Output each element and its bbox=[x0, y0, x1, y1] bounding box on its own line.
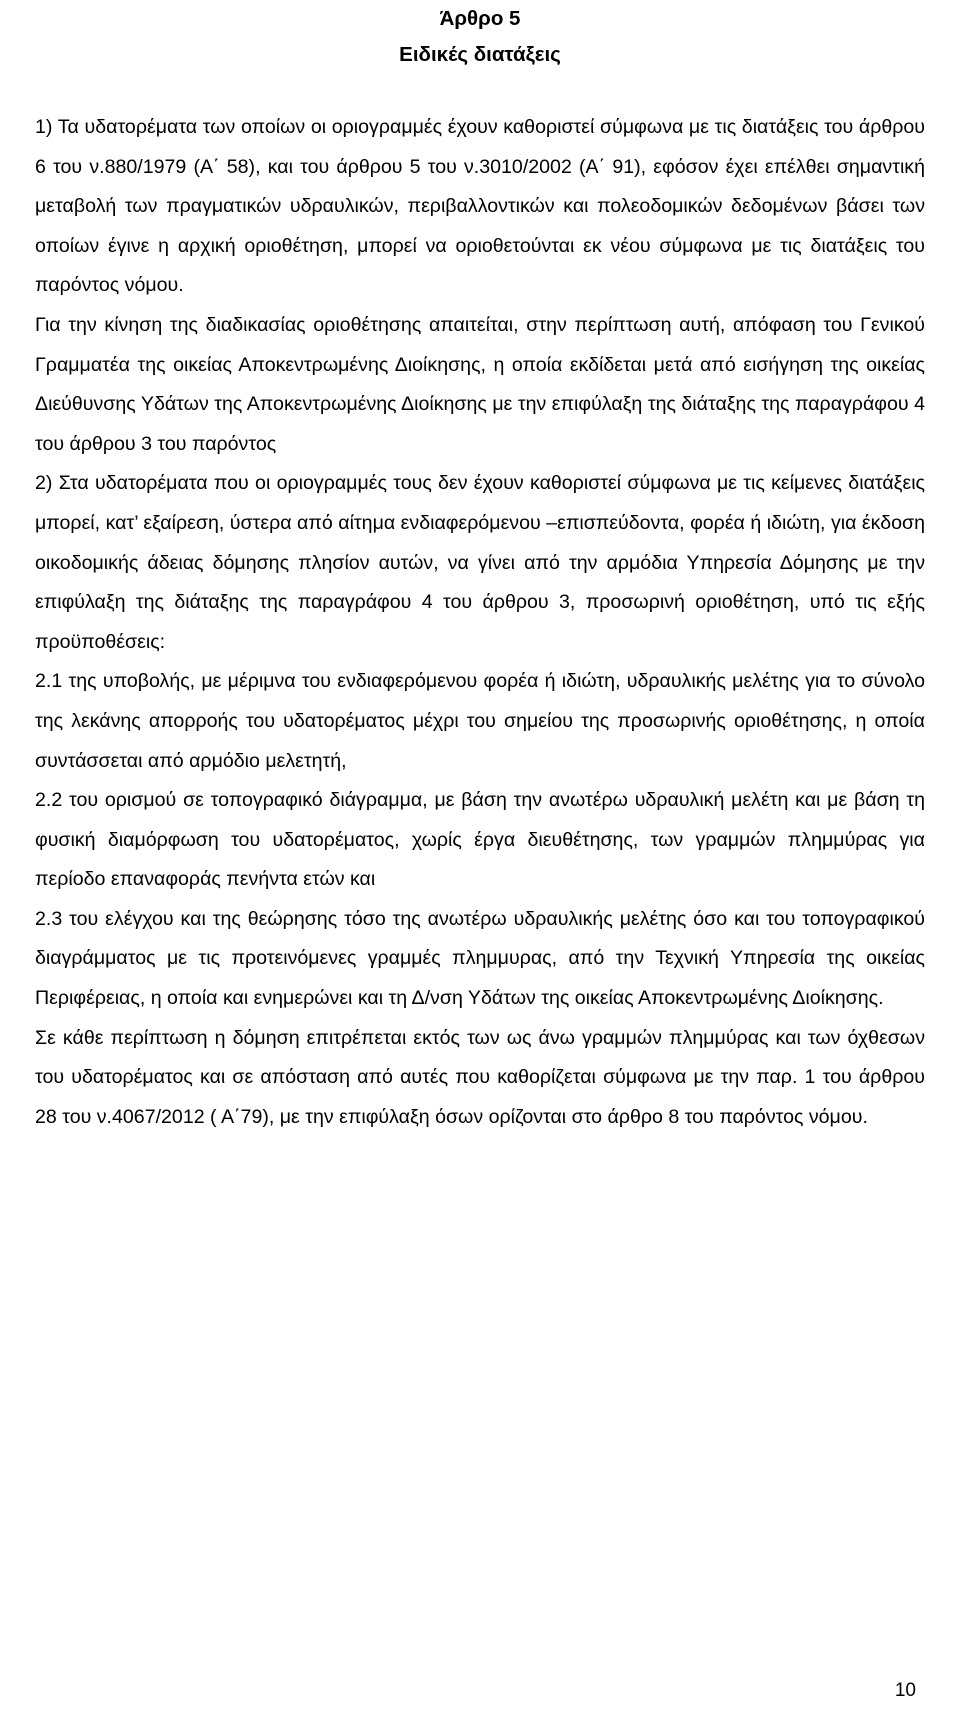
paragraph-2-3: 2.3 του ελέγχου και της θεώρησης τόσο της ανωτέρω υδραυλικής μελέτης όσο και του τοπογραφικού διαγράμματος με τις προτεινόμενες γραμμές πλημμυρας, από την Τεχνική Υπηρεσία της οικείας Περιφέρειας, η οποία και ενημερώνει και τη Δ/νση Υδάτων της οικείας Αποκεντρωμένης Διοίκησης. bbox=[35, 907, 925, 1010]
article-title: Ειδικές διατάξεις bbox=[399, 43, 561, 66]
paragraph-closing: Σε κάθε περίπτωση η δόμηση επιτρέπεται εκτός των ως άνω γραμμών πλημμύρας και των όχθεσων του υδατορέματος και σε απόσταση από αυτές που καθορίζεται σύμφωνα με την παρ. 1 του άρθρου 28 του ν.4067/2012 ( Α΄79), με την επιφύλαξη όσων ορίζονται στο άρθρο 8 του παρόντος νόμου. bbox=[35, 1026, 925, 1128]
article-body bbox=[35, 108, 925, 1137]
paragraph-2-2: 2.2 του ορισμού σε τοπογραφικό διάγραμμα, με βάση την ανωτέρω υδραυλική μελέτη και με βάση τη φυσική διαμόρφωση του υδατορέματος, χωρίς έργα διευθέτησης, των γραμμών πλημμύρας για περίοδο επαναφοράς πενήντα ετών και bbox=[35, 789, 925, 891]
paragraph-1-continuation: Για την κίνηση της διαδικασίας οριοθέτησης απαιτείται, στην περίπτωση αυτή, απόφαση του Γενικού Γραμματέα της οικείας Αποκεντρωμένης Διοίκησης, η οποία εκδίδεται μετά από εισήγηση της οικείας Διεύθυνσης Υδάτων της Αποκεντρωμένης Διοίκησης με την επιφύλαξη της διάταξης της παραγράφου 4 του άρθρου 3 του παρόντος bbox=[35, 313, 925, 455]
paragraph-1: 1) Τα υδατορέματα των οποίων οι οριογραμμές έχουν καθοριστεί σύμφωνα με τις διατάξεις του άρθρου 6 του ν.880/1979 (Α΄ 58), και του άρθρου 5 του ν.3010/2002 (Α΄ 91), εφόσον έχει επέλθει σημαντική μεταβολή των πραγματικών υδραυλικών, περιβαλλοντικών και πολεοδομικών δεδομένων βάσει των οποίων έγινε η αρχική οριοθέτηση, μπορεί να οριοθετούνται εκ νέου σύμφωνα με τις διατάξεις του παρόντος νόμου. bbox=[35, 116, 925, 297]
paragraph-2-1: 2.1 της υποβολής, με μέριμνα του ενδιαφερόμενου φορέα ή ιδιώτη, υδραυλικής μελέτης για το σύνολο της λεκάνης απορροής του υδατορέματος μέχρι του σημείου της προσωρινής οριοθέτησης, η οποία συντάσσεται από αρμόδιο μελετητή, bbox=[35, 670, 925, 772]
paragraph-2: 2) Στα υδατορέματα που οι οριογραμμές τους δεν έχουν καθοριστεί σύμφωνα με τις κείμενες διατάξεις μπορεί, κατ’ εξαίρεση, ύστερα από αίτημα ενδιαφερόμενου –επισπεύδοντα, φορέα ή ιδιώτη, για έκδοση οικοδομικής άδειας δόμησης πλησίον αυτών, να γίνει από την αρμόδια Υπηρεσία Δόμησης με την επιφύλαξη της διάταξης της παραγράφου 4 του άρθρου 3, προσωρινή οριοθέτηση, υπό τις εξής προϋποθέσεις: bbox=[35, 472, 925, 653]
article-number: Άρθρο 5 bbox=[439, 7, 521, 30]
page-number: 10 bbox=[894, 1680, 916, 1701]
